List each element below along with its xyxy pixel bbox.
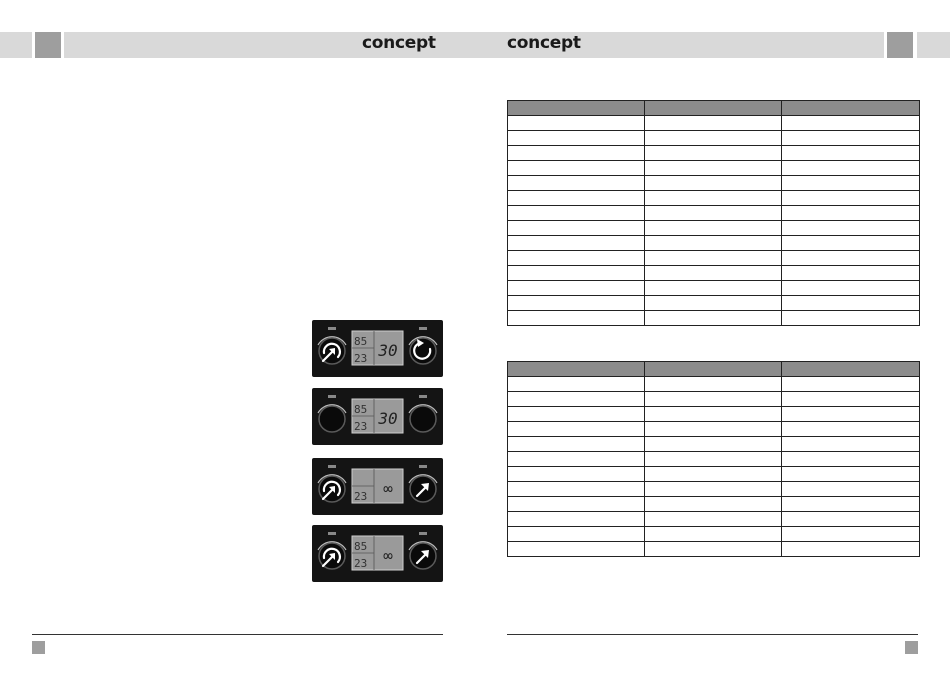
table-row — [508, 542, 920, 557]
table-cell — [508, 116, 645, 131]
control-panel-1 — [312, 320, 443, 377]
table-cell — [782, 542, 920, 557]
left-indicator — [328, 465, 336, 468]
settings-table-2 — [507, 361, 920, 557]
table-cell — [645, 296, 782, 311]
table-cell — [645, 542, 782, 557]
table-cell — [508, 296, 645, 311]
table-cell — [508, 512, 645, 527]
footer-rule-right — [507, 634, 918, 635]
table-cell — [782, 497, 920, 512]
table-cell — [508, 191, 645, 206]
table-cell — [508, 407, 645, 422]
table-row — [508, 296, 920, 311]
table-cell — [782, 131, 920, 146]
table-cell — [782, 392, 920, 407]
lcd-top-value: 85 — [354, 540, 368, 553]
control-panel-graphic — [312, 320, 443, 377]
table-cell — [645, 251, 782, 266]
table-cell — [645, 482, 782, 497]
table-row — [508, 191, 920, 206]
table-cell — [782, 311, 920, 326]
table-row — [508, 422, 920, 437]
table-row — [508, 467, 920, 482]
table-cell — [782, 206, 920, 221]
control-panel-graphic — [312, 525, 443, 582]
table-cell — [508, 176, 645, 191]
brand-logo-right: concept — [507, 33, 581, 53]
table-row — [508, 161, 920, 176]
table-cell — [782, 161, 920, 176]
table-cell — [782, 146, 920, 161]
table-cell — [645, 377, 782, 392]
table-cell — [508, 146, 645, 161]
lcd-bottom-value: 23 — [354, 557, 368, 570]
lcd-main-value: 30 — [378, 409, 398, 428]
table-cell — [508, 422, 645, 437]
table-cell — [782, 452, 920, 467]
table-cell — [645, 116, 782, 131]
table-row — [508, 176, 920, 191]
table-cell — [645, 422, 782, 437]
table-cell — [508, 206, 645, 221]
table-row — [508, 497, 920, 512]
table-row — [508, 377, 920, 392]
right-indicator — [419, 327, 427, 330]
header-bar-right — [917, 32, 950, 58]
table-header-cell — [508, 362, 645, 377]
table-cell — [645, 467, 782, 482]
brand-logo-left: concept — [362, 33, 436, 53]
page-marker-right — [905, 641, 918, 654]
table-cell — [782, 377, 920, 392]
table-header-row — [508, 362, 920, 377]
table-cell — [508, 437, 645, 452]
table-cell — [782, 437, 920, 452]
table-cell — [782, 176, 920, 191]
lcd-bottom-value: 23 — [354, 490, 368, 503]
table-cell — [508, 251, 645, 266]
table-cell — [782, 191, 920, 206]
table-header-cell — [508, 101, 645, 116]
table-cell — [508, 467, 645, 482]
table-header-row — [508, 101, 920, 116]
table-cell — [782, 281, 920, 296]
table-row — [508, 281, 920, 296]
table-cell — [508, 281, 645, 296]
table-cell — [508, 497, 645, 512]
table-header-cell — [782, 362, 920, 377]
table-cell — [508, 161, 645, 176]
lcd-main-value: 30 — [378, 341, 398, 360]
table-cell — [508, 452, 645, 467]
table-cell — [645, 527, 782, 542]
table-cell — [508, 542, 645, 557]
table-row — [508, 311, 920, 326]
table-row — [508, 407, 920, 422]
table-cell — [508, 377, 645, 392]
table-cell — [508, 527, 645, 542]
table-header-cell — [782, 101, 920, 116]
table-cell — [782, 407, 920, 422]
table-cell — [782, 467, 920, 482]
footer-rule-left — [32, 634, 443, 635]
table-cell — [645, 512, 782, 527]
lcd-top-value: 85 — [354, 403, 368, 416]
header-bar-center — [64, 32, 884, 58]
table-row — [508, 116, 920, 131]
header-bar-left — [0, 32, 32, 58]
table-cell — [782, 296, 920, 311]
table-cell — [645, 191, 782, 206]
header-marker-right — [887, 32, 913, 58]
table-cell — [782, 116, 920, 131]
table-row — [508, 146, 920, 161]
table-row — [508, 527, 920, 542]
left-indicator — [328, 327, 336, 330]
table-cell — [645, 131, 782, 146]
header-marker-left — [35, 32, 61, 58]
table-cell — [782, 422, 920, 437]
lcd-bottom-value: 23 — [354, 352, 368, 365]
right-indicator — [419, 395, 427, 398]
table-cell — [645, 221, 782, 236]
table-row — [508, 251, 920, 266]
table-cell — [508, 311, 645, 326]
table-cell — [508, 392, 645, 407]
control-panel-graphic — [312, 458, 443, 515]
table-cell — [782, 512, 920, 527]
table-cell — [782, 251, 920, 266]
table-row — [508, 236, 920, 251]
left-knob — [319, 406, 345, 432]
table-cell — [508, 266, 645, 281]
table-cell — [645, 206, 782, 221]
table-row — [508, 131, 920, 146]
left-indicator — [328, 395, 336, 398]
right-indicator — [419, 465, 427, 468]
lcd-main-value: ∞ — [383, 479, 393, 498]
table-row — [508, 512, 920, 527]
table-cell — [508, 236, 645, 251]
table-cell — [645, 266, 782, 281]
table-cell — [782, 221, 920, 236]
control-panel-graphic — [312, 388, 443, 445]
lcd-bottom-value: 23 — [354, 420, 368, 433]
table-cell — [645, 161, 782, 176]
table-row — [508, 452, 920, 467]
table-cell — [782, 482, 920, 497]
table-row — [508, 266, 920, 281]
table-row — [508, 221, 920, 236]
control-panel-4 — [312, 525, 443, 582]
control-panel-3 — [312, 458, 443, 515]
table-cell — [645, 146, 782, 161]
table-cell — [645, 281, 782, 296]
table-cell — [782, 236, 920, 251]
page-marker-left — [32, 641, 45, 654]
table-cell — [508, 482, 645, 497]
table-cell — [645, 407, 782, 422]
table-cell — [645, 392, 782, 407]
lcd-top-value: 85 — [354, 335, 368, 348]
table-row — [508, 482, 920, 497]
table-cell — [508, 131, 645, 146]
table-cell — [645, 437, 782, 452]
settings-table-1 — [507, 100, 920, 326]
table-row — [508, 437, 920, 452]
left-indicator — [328, 532, 336, 535]
table-row — [508, 392, 920, 407]
right-knob — [410, 406, 436, 432]
lcd-main-value: ∞ — [383, 546, 393, 565]
table-cell — [645, 497, 782, 512]
table-header-cell — [645, 362, 782, 377]
table-cell — [645, 311, 782, 326]
right-indicator — [419, 532, 427, 535]
table-cell — [782, 527, 920, 542]
table-row — [508, 206, 920, 221]
table-cell — [782, 266, 920, 281]
table-cell — [645, 236, 782, 251]
control-panel-2 — [312, 388, 443, 445]
table-cell — [645, 452, 782, 467]
table-cell — [645, 176, 782, 191]
table-cell — [508, 221, 645, 236]
table-header-cell — [645, 101, 782, 116]
